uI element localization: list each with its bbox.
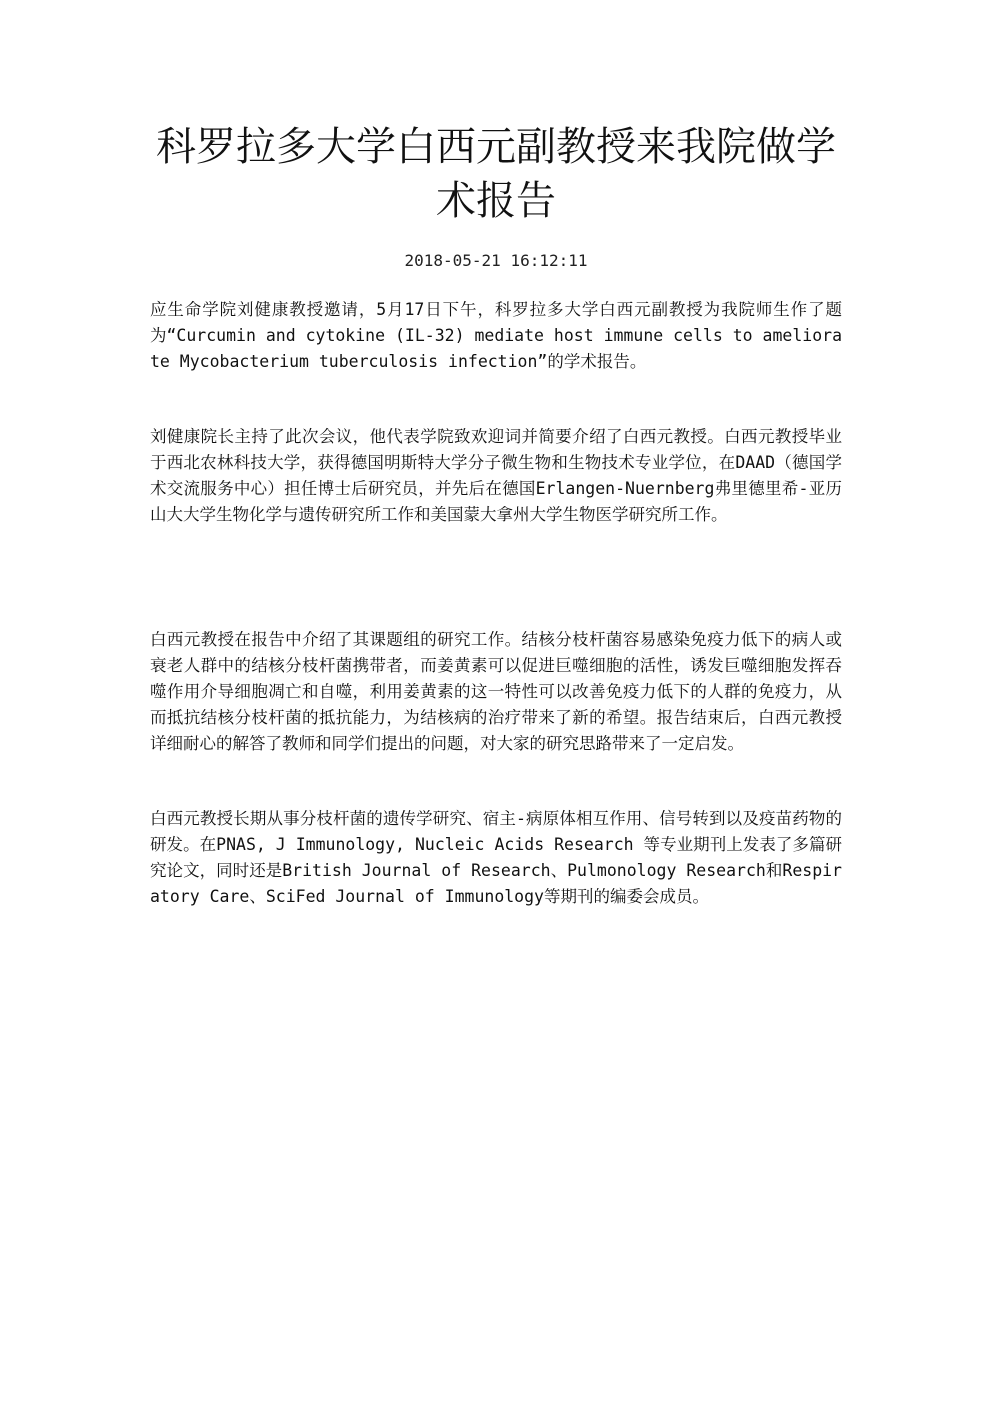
article-title: 科罗拉多大学白西元副教授来我院做学术报告: [156, 124, 836, 224]
paragraph-invitation: 应生命学院刘健康教授邀请，5月17日下午，科罗拉多大学白西元副教授为我院师生作了题为“Curcumin and cytokine (IL-32) mediate host immune cells to ameliorate Mycobacterium tuberculosis infection”的学术报告。: [150, 300, 843, 371]
paragraph-publications: 白西元教授长期从事分枝杆菌的遗传学研究、宿主-病原体相互作用、信号转到以及疫苗药物的研发。在PNAS, J Immunology, Nucleic Acids Research 等专业期刊上发表了多篇研究论文，同时还是British Journal of Research、Pulmonology Research和Respiratory Care、SciFed Journal of Immunology等期刊的编委会成员。: [150, 809, 842, 906]
publish-date: 2018-05-21 16:12:11: [404, 251, 588, 270]
paragraph-introduction: 刘健康院长主持了此次会议，他代表学院致欢迎词并简要介绍了白西元教授。白西元教授毕业于西北农林科技大学，获得德国明斯特大学分子微生物和生物技术专业学位，在DAAD（德国学术交流服务中心）担任博士后研究员，并先后在德国Erlangen-Nuernberg弗里德里希-亚历山大大学生物化学与遗传研究所工作和美国蒙大拿州大学生物医学研究所工作。: [150, 427, 842, 524]
paragraph-research-talk: 白西元教授在报告中介绍了其课题组的研究工作。结核分枝杆菌容易感染免疫力低下的病人或衰老人群中的结核分枝杆菌携带者，而姜黄素可以促进巨噬细胞的活性，诱发巨噬细胞发挥吞噬作用介导细胞凋亡和自噬，利用姜黄素的这一特性可以改善免疫力低下的人群的免疫力，从而抵抗结核分枝杆菌的抵抗能力，为结核病的治疗带来了新的希望。报告结束后，白西元教授详细耐心的解答了教师和同学们提出的问题，对大家的研究思路带来了一定启发。: [150, 630, 842, 753]
